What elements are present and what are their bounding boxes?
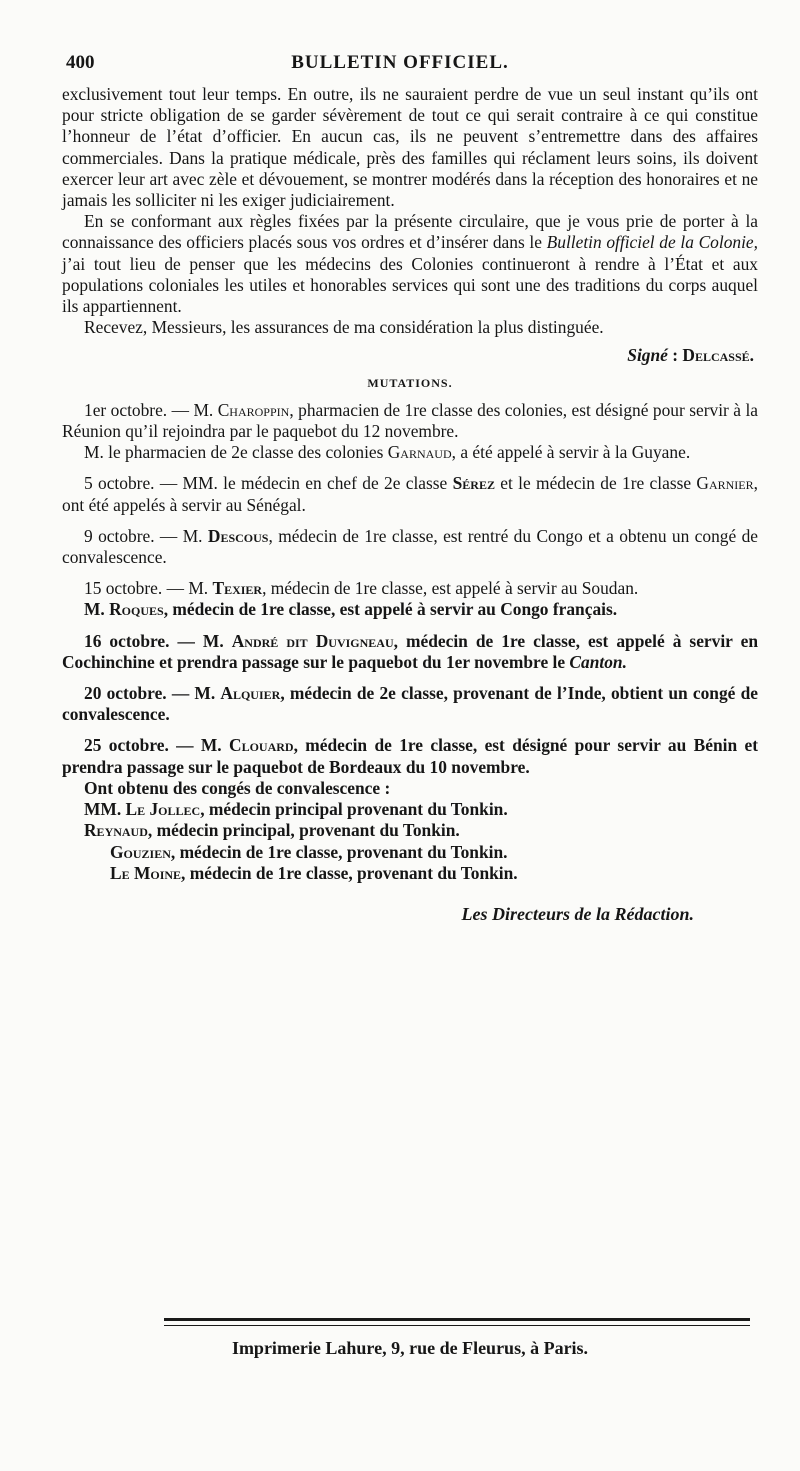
entry-text: , médecin de 2e classe, provenant de l’Inde, obtient un congé de convalescence. bbox=[62, 683, 758, 725]
person-name: Garnaud bbox=[387, 442, 452, 463]
signatory-name: Delcassé. bbox=[682, 345, 754, 366]
signature-line bbox=[62, 345, 754, 366]
entry-text: 15 octobre. — M. bbox=[84, 578, 213, 599]
entry-text: M. le pharmacien de 2e classe des colonies bbox=[84, 442, 388, 463]
person-name: Roques bbox=[109, 599, 164, 620]
mutation-entry bbox=[62, 599, 758, 620]
mutation-entry bbox=[62, 578, 758, 599]
section-heading-mutations: MUTATIONS. bbox=[367, 375, 453, 390]
paragraph-text: En se conformant aux règles fixées par la présente circulaire, que je vous prie de porter à la connaissance des officiers placés sous vos ordres et d’insérer dans le bbox=[62, 211, 758, 253]
person-name: Le Jollec bbox=[125, 799, 201, 820]
document-body bbox=[62, 84, 758, 925]
ship-name: Canton. bbox=[569, 651, 627, 672]
leave-list-item bbox=[84, 799, 758, 820]
signed-separator: : bbox=[667, 345, 683, 366]
entry-text: , médecin de 1re classe, est appelé à servir au Congo français. bbox=[163, 599, 618, 620]
paragraph-salutation: Recevez, Messieurs, les assurances de ma considération la plus distinguée. bbox=[84, 317, 604, 338]
printer-imprint: Imprimerie Lahure, 9, rue de Fleurus, à Paris. bbox=[231, 1338, 589, 1358]
person-name: Charoppin bbox=[217, 399, 290, 420]
mutation-entry bbox=[62, 631, 758, 673]
leave-list-item bbox=[110, 863, 758, 884]
entry-text: 9 octobre. — M. bbox=[84, 525, 208, 546]
entry-text: , médecin de 1re classe, provenant du Tonkin. bbox=[170, 841, 508, 862]
entry-text: , ont été appelés à servir au Sénégal. bbox=[62, 473, 758, 515]
signed-label: Signé bbox=[627, 345, 668, 366]
person-name: Garnier bbox=[696, 473, 754, 494]
person-name: Gouzien bbox=[110, 841, 171, 862]
entry-text: , médecin principal, provenant du Tonkin. bbox=[147, 820, 460, 841]
entry-text: et le médecin de 1re classe bbox=[494, 473, 697, 494]
entry-text: , médecin principal provenant du Tonkin. bbox=[200, 799, 508, 820]
mutation-entry bbox=[62, 442, 758, 463]
bulletin-title: Bulletin officiel de la Colonie, bbox=[546, 232, 758, 253]
person-name: Clouard bbox=[229, 735, 294, 756]
mutation-entry bbox=[62, 683, 758, 725]
footer-rule-thin bbox=[164, 1325, 750, 1326]
leave-list-item bbox=[110, 842, 758, 863]
entry-text: , médecin de 1re classe, est rentré du Congo et a obtenu un congé de convalescence. bbox=[62, 525, 758, 568]
entry-text: MM. bbox=[84, 799, 126, 820]
entry-text: M. bbox=[84, 599, 110, 620]
running-title: BULLETIN OFFICIEL. bbox=[291, 52, 509, 73]
mutation-entry bbox=[62, 526, 758, 568]
leave-list-intro: Ont obtenu des congés de convalescence : bbox=[84, 777, 391, 798]
person-name: Descous bbox=[207, 525, 269, 546]
mutation-entry bbox=[62, 735, 758, 777]
closing-signature: Les Directeurs de la Rédaction. bbox=[461, 903, 694, 924]
running-head bbox=[62, 52, 738, 82]
person-name: Reynaud bbox=[84, 820, 148, 841]
entry-text: , médecin de 1re classe, est appelé à servir en Cochinchine et prendra passage sur le paquebot du 1er novembre le bbox=[62, 630, 758, 672]
person-name: André dit Duvigneau bbox=[231, 630, 394, 651]
entry-text: , médecin de 1re classe, est désigné pour servir au Bénin et prendra passage sur le paquebot de Bordeaux du 10 novembre. bbox=[62, 735, 758, 777]
paragraph-circular bbox=[62, 211, 758, 317]
mutation-entry bbox=[62, 400, 758, 442]
paragraph-continuation: exclusivement tout leur temps. En outre, ils ne sauraient perdre de vue un seul instant qu’ils ont pour stricte obligation de se garder sévèrement de tout ce qui serait contraire à ce qui constitue l’honneur de l’état d’officier. En aucun cas, ils ne peuvent s’entremettre dans des affaires commerciales. Dans la pratique médicale, près des familles qui réclament leurs soins, ils doivent exercer leur art avec zèle et dévouement, se montrer modérés dans la réception des honoraires et ne jamais les solliciter ni les exiger judiciairement. bbox=[62, 84, 758, 211]
person-name: Le Moine bbox=[110, 862, 182, 883]
entry-text: , médecin de 1re classe, provenant du Tonkin. bbox=[181, 862, 518, 883]
paragraph-text: j’ai tout lieu de penser que les médecins des Colonies continueront à rendre à l’État et aux populations coloniales les utiles et honorables services qui sont une des traditions du corps auquel ils appartiennent. bbox=[62, 253, 758, 317]
entry-text: , médecin de 1re classe, est appelé à servir au Soudan. bbox=[262, 578, 639, 599]
page-number: 400 bbox=[66, 52, 95, 73]
entry-text: , a été appelé à servir à la Guyane. bbox=[451, 442, 691, 463]
entry-text: 16 octobre. — M. bbox=[84, 630, 232, 651]
entry-text: 20 octobre. — M. bbox=[84, 683, 221, 704]
entry-text: 5 octobre. — MM. le médecin en chef de 2e classe bbox=[84, 473, 453, 494]
entry-text: 25 octobre. — M. bbox=[84, 735, 230, 756]
leave-list-item bbox=[84, 820, 758, 841]
footer-rule-thick bbox=[164, 1318, 750, 1321]
mutation-entry bbox=[62, 473, 758, 515]
entry-text: , pharmacien de 1re classe des colonies, est désigné pour servir à la Réunion qu’il rejoindra par le paquebot du 12 novembre. bbox=[62, 399, 758, 442]
person-name: Alquier bbox=[220, 683, 281, 704]
person-name: Texier bbox=[212, 578, 263, 599]
person-name: Sérez bbox=[452, 473, 495, 494]
entry-text: 1er octobre. — M. bbox=[84, 399, 218, 420]
